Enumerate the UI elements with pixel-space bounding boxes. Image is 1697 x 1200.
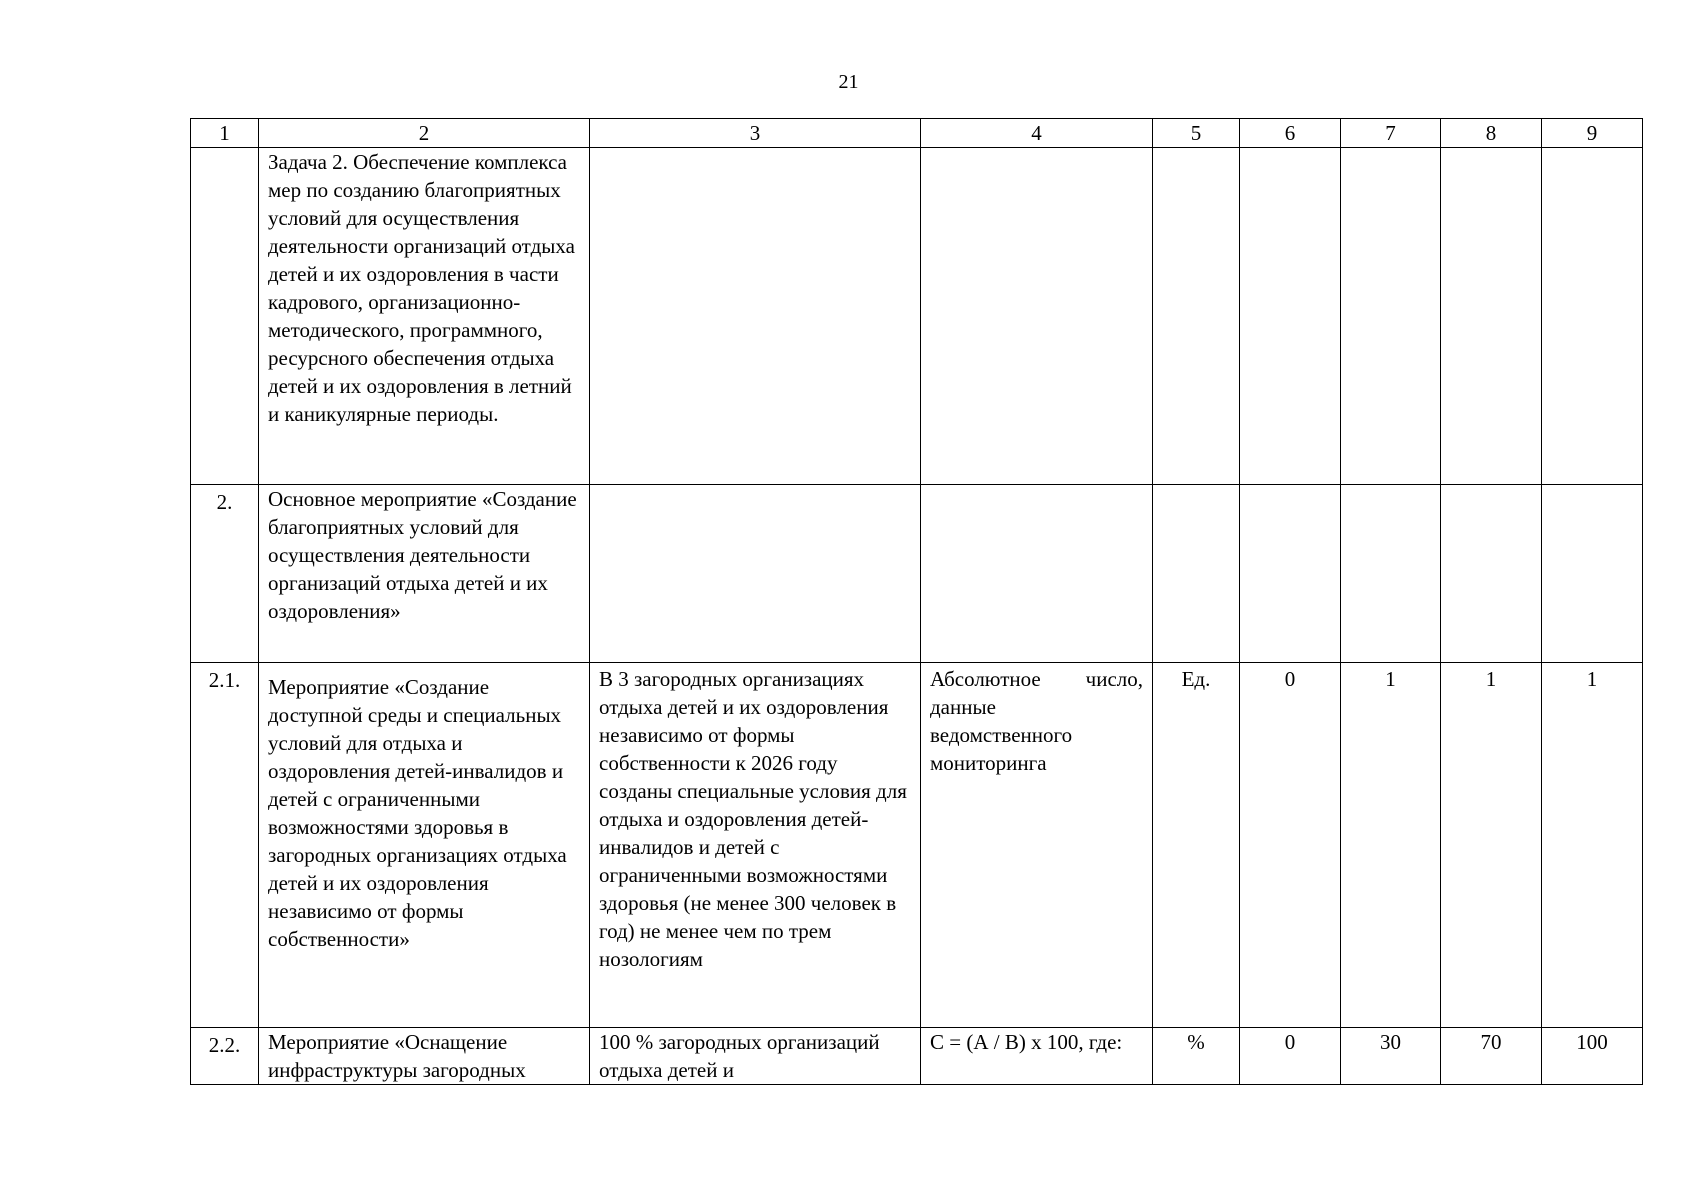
activity-2-2-text: Мероприятие «Оснащение инфраструктуры загородных <box>268 1030 526 1082</box>
value-cell <box>1240 663 1341 1028</box>
unit-2-1: Ед. <box>1181 667 1211 691</box>
task-2-text: Задача 2. Обеспечение комплекса мер по созданию благоприятных условий для осуществления деятельности организаций отдыха детей и их оздоровления в части кадрового, организационно-методического, программного, ресурсного обеспечения отдыха детей и их оздоровления в летний и каникулярные периоды. <box>268 150 575 426</box>
value-cell <box>1542 148 1643 485</box>
unit-cell: % <box>1153 1028 1240 1085</box>
header-cell: 4 <box>921 119 1153 148</box>
value-cell <box>1341 485 1441 663</box>
value-cell <box>1542 663 1643 1028</box>
header-cell: 7 <box>1341 119 1441 148</box>
result-cell <box>590 1028 921 1085</box>
table-header-row <box>191 119 1643 148</box>
value-cell <box>1341 148 1441 485</box>
method-cell <box>921 485 1153 663</box>
value-cell <box>1441 485 1542 663</box>
result-cell <box>590 485 921 663</box>
table-row-task-2 <box>191 148 1643 485</box>
method-cell <box>921 1028 1153 1085</box>
row-title-cell <box>259 485 590 663</box>
result-cell <box>590 663 921 1028</box>
table-row-2-1 <box>191 663 1643 1028</box>
value-2-1-col8: 1 <box>1485 667 1497 691</box>
result-2-1-text: В 3 загородных организациях отдыха детей и их оздоровления независимо от формы собственности к 2026 году созданы специальные условия для отдыха и оздоровления детей-инвалидов и детей с ограниченными возможностями здоровья (не менее 300 человек в год) не менее чем по трем нозологиям <box>599 667 907 971</box>
value-cell <box>1441 148 1542 485</box>
method-2-2-text: С = (А / В) х 100, где: <box>930 1030 1123 1054</box>
value-2-1-col7: 1 <box>1385 667 1396 691</box>
value-2-1-col6: 0 <box>1284 667 1296 691</box>
table-row-2 <box>191 485 1643 663</box>
header-cell: 1 <box>191 119 259 148</box>
method-2-1-text: Абсолютное число, данные ведомственного мониторинга <box>930 667 1143 775</box>
row-number-cell: 2.1. <box>191 663 259 1028</box>
value-cell: 0 <box>1240 1028 1341 1085</box>
header-cell: 8 <box>1441 119 1542 148</box>
row-number-cell: 2.2. <box>191 1028 259 1085</box>
value-cell <box>1240 485 1341 663</box>
method-cell <box>921 148 1153 485</box>
unit-cell <box>1153 663 1240 1028</box>
value-cell: 100 <box>1542 1028 1643 1085</box>
header-cell: 9 <box>1542 119 1643 148</box>
unit-cell <box>1153 485 1240 663</box>
header-cell: 3 <box>590 119 921 148</box>
row-number-cell: 2. <box>191 485 259 663</box>
result-2-2-text: 100 % загородных организаций отдыха детей и <box>599 1030 880 1082</box>
row-title-cell <box>259 148 590 485</box>
method-cell <box>921 663 1153 1028</box>
row-number-cell <box>191 148 259 485</box>
indicators-table <box>190 118 1643 1085</box>
row-title-cell <box>259 1028 590 1085</box>
value-cell: 70 <box>1441 1028 1542 1085</box>
value-cell <box>1542 485 1643 663</box>
header-cell: 5 <box>1153 119 1240 148</box>
value-cell <box>1240 148 1341 485</box>
result-cell <box>590 148 921 485</box>
unit-cell <box>1153 148 1240 485</box>
value-cell <box>1341 663 1441 1028</box>
activity-2-1-text: Мероприятие «Создание доступной среды и специальных условий для отдыха и оздоровления детей-инвалидов и детей с ограниченными возможностями здоровья в загородных организациях отдыха детей и их оздоровления независимо от формы собственности» <box>268 675 567 951</box>
header-cell: 2 <box>259 119 590 148</box>
main-activity-text: Основное мероприятие «Создание благоприятных условий для осуществления деятельности организаций отдыха детей и их оздоровления» <box>268 487 577 623</box>
table-row-2-2 <box>191 1028 1643 1085</box>
value-2-1-col9: 1 <box>1586 667 1598 691</box>
value-cell: 30 <box>1341 1028 1441 1085</box>
row-title-cell <box>259 663 590 1028</box>
value-cell <box>1441 663 1542 1028</box>
page-number: 21 <box>838 71 859 93</box>
header-cell: 6 <box>1240 119 1341 148</box>
